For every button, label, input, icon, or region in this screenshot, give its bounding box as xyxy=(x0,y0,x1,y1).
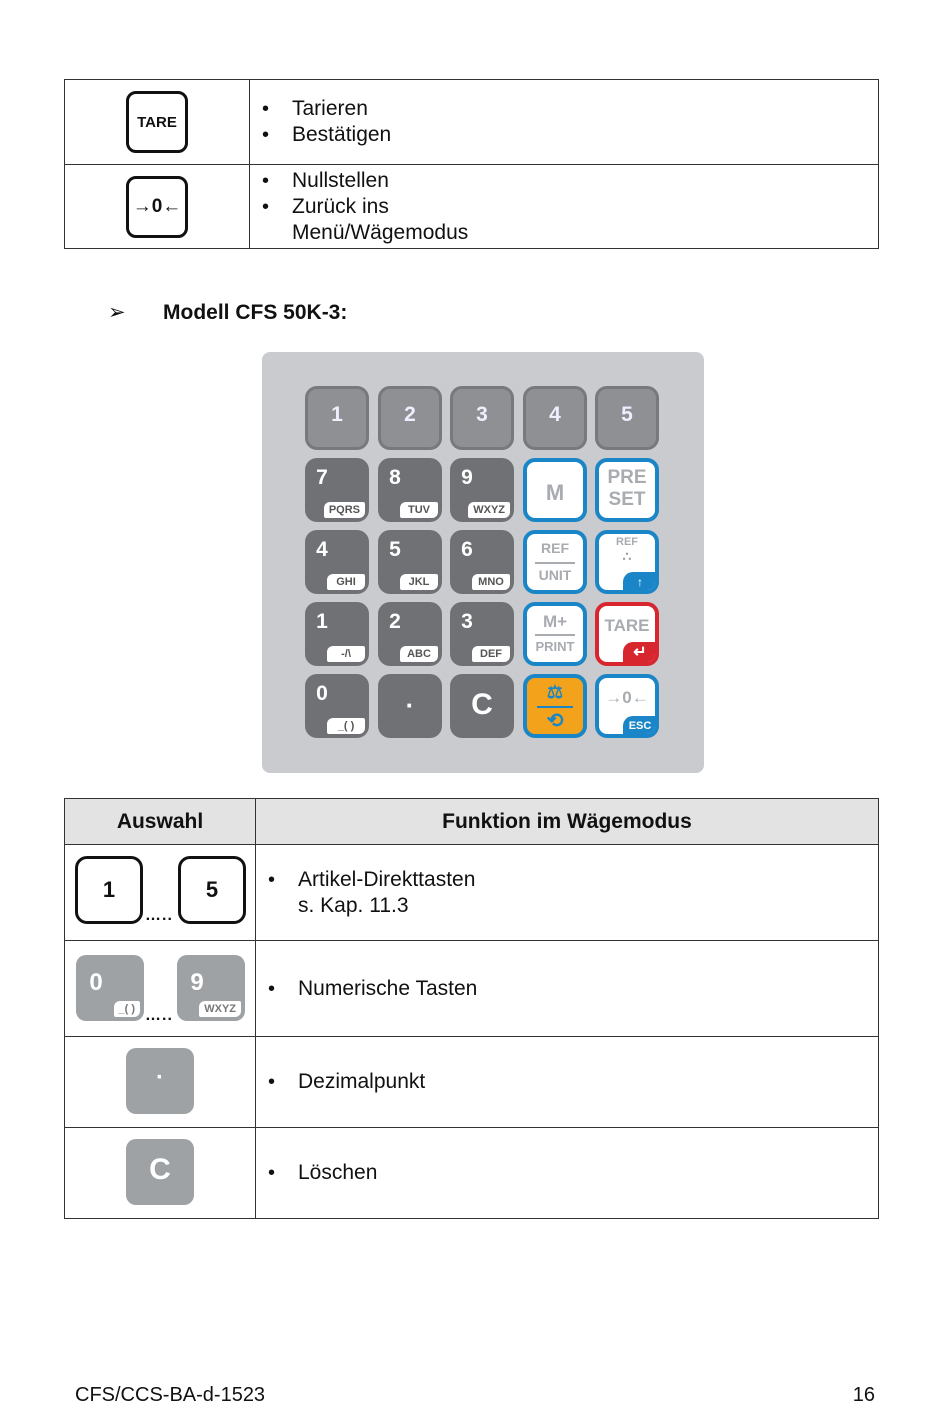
numeric-key-9-icon: 9 WXYZ xyxy=(177,955,245,1021)
key-function-table-top xyxy=(64,79,879,249)
pieces-dots-icon: ∴ xyxy=(622,548,632,564)
ellipsis: ….. xyxy=(145,1007,173,1024)
keypad-key-direct-2: 2 xyxy=(378,386,442,450)
keypad-key-7: 7 PQRS xyxy=(305,458,369,522)
bullet-text: • Dezimalpunkt xyxy=(256,1069,878,1095)
decimal-key-description xyxy=(256,1037,879,1128)
clear-key-cell xyxy=(65,1128,256,1219)
keypad-key-direct-1: 1 xyxy=(305,386,369,450)
keypad-key-1: 1 -/\ xyxy=(305,602,369,666)
column-header-function: Funktion im Wägemodus xyxy=(256,799,879,845)
keypad-key-4: 4 GHI xyxy=(305,530,369,594)
arrow-up-icon: ↑ xyxy=(623,572,657,592)
keypad-key-2: 2 ABC xyxy=(378,602,442,666)
direct-key-5-icon: 5 xyxy=(178,856,246,924)
zero-key-description xyxy=(250,165,879,249)
bullet-text: • Zurück ins xyxy=(250,194,878,220)
zero-key-cell xyxy=(65,165,250,249)
keypad-key-9: 9 WXYZ xyxy=(450,458,514,522)
keypad-key-ref-up: REF ∴ ↑ xyxy=(595,530,659,594)
model-heading xyxy=(108,300,347,325)
tare-key-cell xyxy=(65,80,250,165)
keypad-key-8: 8 TUV xyxy=(378,458,442,522)
bullet-text: • Bestätigen xyxy=(250,122,878,148)
column-header-selection: Auswahl xyxy=(65,799,256,845)
decimal-point-key-icon: · xyxy=(126,1048,194,1114)
bullet-text-continued: Menü/Wägemodus xyxy=(292,220,469,244)
keypad-key-3: 3 DEF xyxy=(450,602,514,666)
keypad-key-6: 6 MNO xyxy=(450,530,514,594)
keypad-key-preset: PRE SET xyxy=(595,458,659,522)
direct-keys-cell xyxy=(65,845,256,941)
enter-icon: ↵ xyxy=(623,642,657,664)
keypad-key-ref-unit: REF UNIT xyxy=(523,530,587,594)
scale-icon: ⚖ xyxy=(546,682,564,702)
numeric-keys-description xyxy=(256,941,879,1037)
ellipsis: ….. xyxy=(145,907,173,924)
model-heading-text: Modell CFS 50K-3: xyxy=(163,301,348,324)
bullet-text: • Artikel-Direkttasten xyxy=(256,867,878,893)
numeric-key-0-icon: 0 _( ) xyxy=(76,955,144,1021)
zero-key-icon: →0← xyxy=(126,176,188,238)
bullet-text: • Tarieren xyxy=(250,96,878,122)
keypad-key-direct-5: 5 xyxy=(595,386,659,450)
keypad-key-scale-switch xyxy=(523,674,587,738)
keypad-key-direct-4: 4 xyxy=(523,386,587,450)
bullet-text: • Nullstellen xyxy=(250,168,878,194)
direct-keys-description xyxy=(256,845,879,941)
keypad-key-zero-esc: →0← ESC xyxy=(595,674,659,738)
keypad-key-tare: TARE ↵ xyxy=(595,602,659,666)
clear-key-icon: C xyxy=(126,1139,194,1205)
footer-page-number: 16 xyxy=(852,1384,875,1406)
switch-arrows-icon: ⟲ xyxy=(546,710,564,732)
keypad-key-0: 0 _( ) xyxy=(305,674,369,738)
decimal-key-cell xyxy=(65,1037,256,1128)
bullet-text: • Löschen xyxy=(256,1160,878,1186)
keypad-key-m: M xyxy=(523,458,587,522)
keypad-key-clear: C xyxy=(450,674,514,738)
numeric-keys-cell xyxy=(65,941,256,1037)
clear-key-description xyxy=(256,1128,879,1219)
tare-key-icon: TARE xyxy=(126,91,188,153)
key-function-table-bottom xyxy=(64,798,879,1219)
keypad-key-decimal: · xyxy=(378,674,442,738)
bullet-text: • Numerische Tasten xyxy=(256,976,878,1002)
keypad-image xyxy=(262,352,704,773)
tare-key-description xyxy=(250,80,879,165)
bullet-text-continued: s. Kap. 11.3 xyxy=(298,893,409,917)
keypad-key-5: 5 JKL xyxy=(378,530,442,594)
footer-document-id: CFS/CCS-BA-d-1523 xyxy=(75,1384,266,1406)
keypad-key-direct-3: 3 xyxy=(450,386,514,450)
arrow-bullet-icon: ➢ xyxy=(108,301,126,324)
keypad-key-m-plus-print: M+ PRINT xyxy=(523,602,587,666)
direct-key-1-icon: 1 xyxy=(75,856,143,924)
